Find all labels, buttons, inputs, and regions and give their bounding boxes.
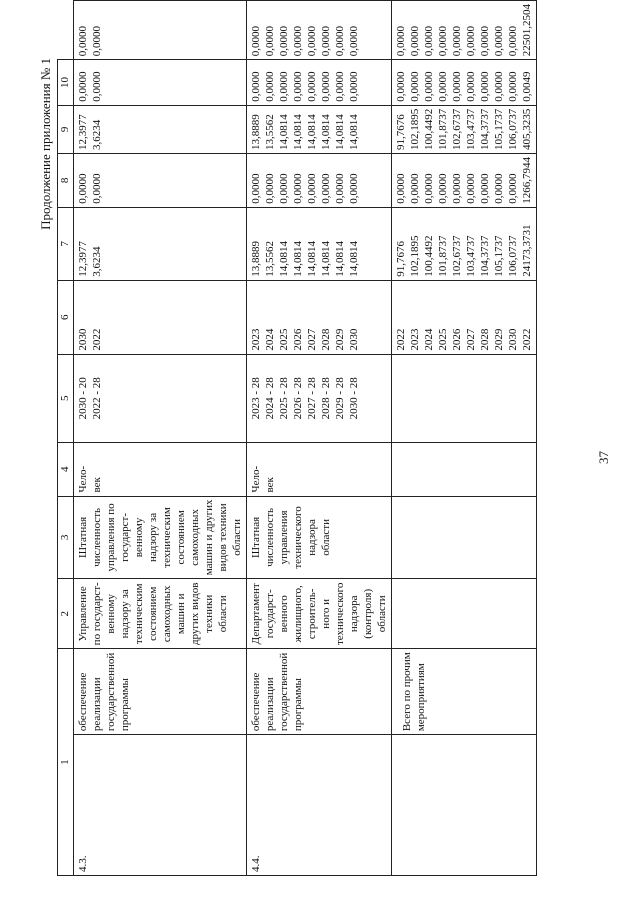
activity-cell <box>74 649 247 735</box>
indicator-line: надзору за <box>147 512 159 562</box>
total-value-c7 <box>394 157 534 204</box>
value-col7-line: 0,0000 <box>250 173 262 204</box>
value-col6-line: 14,0814 <box>292 241 304 277</box>
year-line: 2028 <box>320 328 332 351</box>
executor-line: венному <box>105 594 117 634</box>
column-header-2: 2 <box>58 579 74 649</box>
executor-line: государст- <box>264 589 276 639</box>
indicator <box>76 500 244 576</box>
executor-line: техническим <box>133 583 145 645</box>
value-col7-line: 0,0000 <box>334 173 346 204</box>
value-col9-line: 0,0000 <box>278 71 290 102</box>
total-year-line: 2023 <box>409 328 421 351</box>
value-col8-line: 14,0814 <box>292 114 304 150</box>
total-value-c6-line: 104,3737 <box>479 235 491 277</box>
indicator-line: области <box>231 519 243 556</box>
unit-cell <box>247 442 392 496</box>
total-value-c9-line: 0,0000 <box>395 71 407 102</box>
period-line: 2023 - 28 <box>250 377 262 420</box>
executor-line: области <box>217 595 229 633</box>
total-value-c10 <box>394 4 534 56</box>
value-col6-line: 14,0814 <box>278 241 290 277</box>
year-line: 2022 <box>91 328 103 351</box>
executor-line: Управление <box>77 586 89 642</box>
activity-name-line: программы <box>119 678 131 732</box>
total-value-c10-line: 0,0000 <box>465 26 477 57</box>
unit-line: век <box>91 477 103 493</box>
executor-line: венного <box>278 595 290 633</box>
col9-cell <box>74 60 247 105</box>
total-value-c6 <box>394 211 534 277</box>
total-value-c7-line: 0,0000 <box>437 173 449 204</box>
value-col9-line: 0,0000 <box>77 71 89 102</box>
table-row <box>247 1 392 876</box>
col8-cell <box>247 105 392 153</box>
period-line: 2027 - 28 <box>306 377 318 420</box>
indicator-line: Штатная <box>77 516 89 559</box>
indicator-line: машин и других <box>203 499 215 576</box>
value-col6-line: 14,0814 <box>320 241 332 277</box>
indicator-line: Штатная <box>250 516 262 559</box>
period-line: 2028 - 28 <box>320 377 332 420</box>
col7-cell <box>247 153 392 207</box>
period-line: 2030 - 28 <box>348 377 360 420</box>
value-col10 <box>249 4 361 56</box>
total-value-c6-line: 105,1737 <box>493 235 505 277</box>
executor-line: самоходных <box>161 585 173 643</box>
indicator-line: технического <box>292 506 304 569</box>
value-col10-line: 0,0000 <box>91 26 103 57</box>
executor <box>249 582 389 645</box>
total-year-line: 2025 <box>437 328 449 351</box>
activity-name-line: реализации <box>91 677 103 732</box>
column-header-3: 3 <box>58 496 74 579</box>
total-value-c10-line: 0,0000 <box>493 26 505 57</box>
executor-line: Департамент <box>250 583 262 645</box>
total-executor-cell <box>392 579 537 649</box>
column-header-8: 8 <box>58 153 74 207</box>
total-value-c7-line: 0,0000 <box>493 173 505 204</box>
value-col10-line: 0,0000 <box>320 26 332 57</box>
value-col9 <box>76 63 104 101</box>
column-header-7: 7 <box>58 207 74 280</box>
executor-line: строитель- <box>306 588 318 640</box>
executor-line: жилищного, <box>292 585 304 643</box>
indicator <box>249 500 333 576</box>
total-value-c6-line: 106,0737 <box>507 235 519 277</box>
unit-line: Чело- <box>77 465 89 493</box>
period-line: 2030 - 20 <box>77 377 89 420</box>
activity-name-line: программы <box>292 678 304 732</box>
value-col7-line: 0,0000 <box>77 173 89 204</box>
year-line: 2024 <box>264 328 276 351</box>
value-col10-line: 0,0000 <box>278 26 290 57</box>
period-line: 2022 - 28 <box>91 377 103 420</box>
total-value-c9-line: 0,0000 <box>409 71 421 102</box>
value-col9-line: 0,0000 <box>334 71 346 102</box>
value-col7-line: 0,0000 <box>306 173 318 204</box>
value-col8-line: 14,0814 <box>278 114 290 150</box>
year-line: 2023 <box>250 328 262 351</box>
value-col10-line: 0,0000 <box>306 26 318 57</box>
total-value-c6-line: 100,4492 <box>423 235 435 277</box>
total-value-c8-line: 102,1895 <box>409 108 421 150</box>
value-col10-line: 0,0000 <box>292 26 304 57</box>
value-col10-line: 0,0000 <box>77 26 89 57</box>
indicator-line: самоходных <box>189 509 201 566</box>
total-unit-cell <box>392 442 537 496</box>
year-line: 2027 <box>306 328 318 351</box>
value-col6-line: 3,6234 <box>91 246 103 277</box>
value-col6-line: 12,3977 <box>77 241 89 277</box>
total-year-line: 2024 <box>423 328 435 351</box>
total-name-line: мероприятиям <box>415 663 427 732</box>
total-value-c10-line: 0,0000 <box>409 26 421 57</box>
total-value-c10-line: 0,0000 <box>395 26 407 57</box>
indicator-line: надзора <box>306 519 318 556</box>
value-col8-line: 14,0814 <box>334 114 346 150</box>
total-value-c8-line: 103,4737 <box>465 108 477 150</box>
column-header-10: 10 <box>58 60 74 105</box>
value-col9-line: 0,0000 <box>292 71 304 102</box>
value-col10 <box>76 4 104 56</box>
total-c6-cell <box>392 207 537 280</box>
indicator-line: видов техники <box>217 503 229 572</box>
total-value-c6-line: 102,6737 <box>451 235 463 277</box>
col6-cell <box>74 207 247 280</box>
total-year-line: 2027 <box>465 328 477 351</box>
period-cell <box>247 354 392 442</box>
total-year-line: 2022 <box>395 328 407 351</box>
total-value-c9-line: 0,0000 <box>507 71 519 102</box>
activity-name <box>249 652 305 731</box>
activity-cell <box>247 649 392 735</box>
value-col8-line: 12,3977 <box>77 114 89 150</box>
total-value-c9 <box>394 63 534 101</box>
row-number: 4.4. <box>247 735 392 876</box>
total-value-c9-line: 0,0000 <box>479 71 491 102</box>
total-value-c9-line: 0,0000 <box>451 71 463 102</box>
year-line: 2030 <box>77 328 89 351</box>
executor-line: техники <box>203 594 215 633</box>
period-line: 2026 - 28 <box>292 377 304 420</box>
value-col6 <box>249 211 361 277</box>
total-period-cell <box>392 354 537 442</box>
value-col8-line: 14,0814 <box>306 114 318 150</box>
total-number-cell <box>392 735 537 876</box>
unit-line: век <box>264 477 276 493</box>
indicator-line: численность <box>264 507 276 567</box>
total-c10-cell <box>392 1 537 60</box>
unit <box>249 446 277 493</box>
indicator-line: венному <box>133 517 145 558</box>
executor-line: состоянием <box>147 586 159 641</box>
column-header-6: 6 <box>58 280 74 354</box>
executor-line: ного и <box>320 598 332 629</box>
value-col8 <box>249 109 361 150</box>
total-year-line: 2022 <box>521 328 533 351</box>
indicator-cell <box>247 496 392 579</box>
total-value-c7-line: 0,0000 <box>409 173 421 204</box>
total-value-c7-line: 0,0000 <box>395 173 407 204</box>
table-row <box>74 1 247 876</box>
executor-line: области <box>376 595 388 633</box>
year-line: 2029 <box>334 328 346 351</box>
value-col9-line: 0,0000 <box>306 71 318 102</box>
col7-cell <box>74 153 247 207</box>
unit-cell <box>74 442 247 496</box>
total-value-c9-line: 0,0000 <box>437 71 449 102</box>
period-line: 2025 - 28 <box>278 377 290 420</box>
value-col10-line: 0,0000 <box>264 26 276 57</box>
row-number: 4.3. <box>74 735 247 876</box>
indicator-cell <box>74 496 247 579</box>
year <box>76 284 104 351</box>
year <box>249 284 361 351</box>
total-value-c10-line: 0,0000 <box>479 26 491 57</box>
total-value-c8-line: 102,6737 <box>451 108 463 150</box>
total-value-c9-line: 0,0000 <box>465 71 477 102</box>
total-value-c6-line: 102,1895 <box>409 235 421 277</box>
executor-cell <box>247 579 392 649</box>
total-value-c10-line: 22501,2504 <box>521 4 533 57</box>
total-year <box>394 284 534 351</box>
executor-line: технического <box>334 582 346 646</box>
total-value-c7-line: 0,0000 <box>465 173 477 204</box>
executor <box>76 582 230 645</box>
value-col9-line: 0,0000 <box>264 71 276 102</box>
executor-line: других видов <box>189 582 201 646</box>
activity-name-line: реализации <box>264 677 276 732</box>
column-header-1: 1 <box>58 649 74 876</box>
value-col7-line: 0,0000 <box>348 173 360 204</box>
value-col7-line: 0,0000 <box>91 173 103 204</box>
value-col9-line: 0,0000 <box>91 71 103 102</box>
value-col9-line: 0,0000 <box>320 71 332 102</box>
total-year-line: 2026 <box>451 328 463 351</box>
col6-cell <box>247 207 392 280</box>
value-col6-line: 13,8889 <box>250 241 262 277</box>
executor-line: надзора <box>348 595 360 633</box>
executor-line: надзору за <box>119 589 131 639</box>
total-value-c10-line: 0,0000 <box>423 26 435 57</box>
value-col8-line: 14,0814 <box>320 114 332 150</box>
unit <box>76 446 104 493</box>
total-row <box>392 1 537 876</box>
value-col8-line: 13,5562 <box>264 114 276 150</box>
total-value-c7-line: 0,0000 <box>507 173 519 204</box>
executor-line: машин и <box>175 593 187 635</box>
col10-cell <box>247 1 392 60</box>
total-value-c8-line: 101,8737 <box>437 108 449 150</box>
executor-line: (контроля) <box>362 588 374 639</box>
year-cell <box>74 280 247 354</box>
year-cell <box>247 280 392 354</box>
total-value-c8-line: 405,3235 <box>521 108 533 150</box>
value-col7-line: 0,0000 <box>278 173 290 204</box>
activity-name-line: обеспечение <box>250 672 262 732</box>
column-header-5: 5 <box>58 354 74 442</box>
indicator-line: численность <box>91 507 103 567</box>
unit-line: Чело- <box>250 465 262 493</box>
col8-cell <box>74 105 247 153</box>
total-indicator-cell <box>392 496 537 579</box>
total-value-c7-line: 0,0000 <box>423 173 435 204</box>
executor-cell <box>74 579 247 649</box>
total-c9-cell <box>392 60 537 105</box>
total-name-line: Всего по прочим <box>401 652 413 732</box>
total-value-c8-line: 106,0737 <box>507 108 519 150</box>
column-header-9: 9 <box>58 105 74 153</box>
period <box>249 358 361 439</box>
total-value-c7-line: 1266,7944 <box>521 156 533 204</box>
value-col7 <box>249 157 361 204</box>
total-value-c8 <box>394 109 534 150</box>
value-col8-line: 3,6234 <box>91 119 103 150</box>
value-col7-line: 0,0000 <box>292 173 304 204</box>
total-value-c6-line: 24173,3731 <box>521 224 533 277</box>
period-cell <box>74 354 247 442</box>
total-year-line: 2030 <box>507 328 519 351</box>
year-line: 2025 <box>278 328 290 351</box>
total-c8-cell <box>392 105 537 153</box>
total-value-c9-line: 0,0000 <box>493 71 505 102</box>
total-name <box>394 652 428 731</box>
total-value-c8-line: 100,4492 <box>423 108 435 150</box>
total-year-line: 2029 <box>493 328 505 351</box>
total-value-c9-line: 0,0049 <box>521 71 533 102</box>
activity-name-line: обеспечение <box>77 672 89 732</box>
total-value-c6-line: 103,4737 <box>465 235 477 277</box>
value-col6-line: 14,0814 <box>348 241 360 277</box>
column-header-4: 4 <box>58 442 74 496</box>
total-value-c10-line: 0,0000 <box>507 26 519 57</box>
value-col10-line: 0,0000 <box>334 26 346 57</box>
indicator-line: области <box>320 519 332 556</box>
appendix-title: Продолжение приложения № 1 <box>38 58 53 230</box>
indicator-line: управления по <box>105 503 117 572</box>
program-table <box>57 0 537 876</box>
value-col6 <box>76 211 104 277</box>
value-col10-line: 0,0000 <box>348 26 360 57</box>
table-body <box>74 1 537 876</box>
indicator-line: техническим <box>161 507 173 568</box>
total-value-c8-line: 104,3737 <box>479 108 491 150</box>
activity-name-line: государственной <box>105 652 117 732</box>
total-c7-cell <box>392 153 537 207</box>
total-value-c8-line: 105,1737 <box>493 108 505 150</box>
column-number-row <box>58 1 74 876</box>
indicator-line: управления <box>278 510 290 565</box>
total-year-line: 2028 <box>479 328 491 351</box>
total-value-c7-line: 0,0000 <box>479 173 491 204</box>
period-line: 2024 - 28 <box>264 377 276 420</box>
value-col6-line: 13,5562 <box>264 241 276 277</box>
value-col9-line: 0,0000 <box>348 71 360 102</box>
value-col10-line: 0,0000 <box>250 26 262 57</box>
value-col8 <box>76 109 104 150</box>
value-col9 <box>249 63 361 101</box>
total-value-c9-line: 0,0000 <box>423 71 435 102</box>
value-col8-line: 13,8889 <box>250 114 262 150</box>
value-col6-line: 14,0814 <box>334 241 346 277</box>
total-value-c7-line: 0,0000 <box>451 173 463 204</box>
indicator-line: состоянием <box>175 510 187 565</box>
total-value-c8-line: 91,7676 <box>395 114 407 150</box>
total-year-cell <box>392 280 537 354</box>
period <box>76 358 104 439</box>
total-value-c10-line: 0,0000 <box>437 26 449 57</box>
value-col7 <box>76 157 104 204</box>
value-col7-line: 0,0000 <box>320 173 332 204</box>
total-value-c6-line: 91,7676 <box>395 241 407 277</box>
value-col7-line: 0,0000 <box>264 173 276 204</box>
col10-cell <box>74 1 247 60</box>
value-col8-line: 14,0814 <box>348 114 360 150</box>
year-line: 2026 <box>292 328 304 351</box>
value-col9-line: 0,0000 <box>250 71 262 102</box>
page-number: 37 <box>596 451 611 464</box>
activity-name-line: государственной <box>278 652 290 732</box>
indicator-line: государст- <box>119 512 131 562</box>
period-line: 2029 - 28 <box>334 377 346 420</box>
col9-cell <box>247 60 392 105</box>
total-name-cell <box>392 649 537 735</box>
executor-line: по государст- <box>91 582 103 646</box>
total-value-c10-line: 0,0000 <box>451 26 463 57</box>
total-value-c6-line: 101,8737 <box>437 235 449 277</box>
year-line: 2030 <box>348 328 360 351</box>
value-col6-line: 14,0814 <box>306 241 318 277</box>
activity-name <box>76 652 132 731</box>
